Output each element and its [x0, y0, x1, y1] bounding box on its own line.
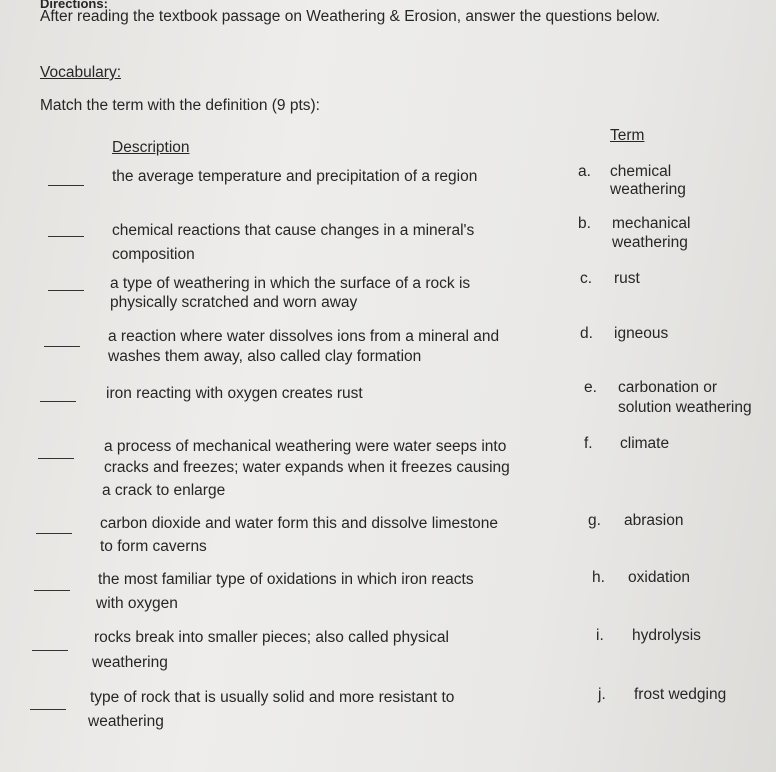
term-text: igneous [614, 325, 669, 342]
description-line: to form caverns [100, 538, 207, 555]
term-header: Term [610, 127, 645, 144]
description-line: a type of weathering in which the surface of a rock is [110, 275, 471, 292]
term-text: carbonation or [618, 379, 718, 396]
description-line: rocks break into smaller pieces; also called physical [94, 629, 449, 646]
term-letter: i. [596, 627, 604, 644]
description-line: weathering [88, 713, 164, 730]
term-letter: j. [598, 686, 606, 703]
description-line: physically scratched and worn away [110, 294, 358, 311]
term-letter: g. [588, 512, 601, 529]
term-text: mechanical [612, 215, 691, 232]
term-text: chemical [610, 163, 672, 180]
term-letter: b. [578, 215, 591, 232]
description-line: carbon dioxide and water form this and dissolve limestone [100, 515, 499, 532]
term-letter: e. [584, 379, 597, 396]
term-letter: h. [592, 569, 605, 586]
answer-blank[interactable] [48, 185, 84, 186]
answer-blank[interactable] [38, 458, 74, 459]
term-text: frost wedging [634, 686, 727, 703]
description-line: washes them away, also called clay formation [108, 348, 422, 365]
term-text: weathering [612, 234, 688, 251]
answer-blank[interactable] [48, 236, 84, 237]
answer-blank[interactable] [34, 590, 70, 591]
description-line: weathering [92, 654, 168, 671]
description-line: type of rock that is usually solid and more resistant to [90, 689, 455, 706]
term-text: oxidation [628, 569, 691, 586]
answer-blank[interactable] [44, 346, 80, 347]
vocab-heading: Vocabulary: [40, 64, 121, 81]
term-text: weathering [610, 181, 686, 198]
answer-blank[interactable] [32, 650, 68, 651]
term-letter: a. [578, 163, 591, 180]
term-letter: d. [580, 325, 593, 342]
description-line: cracks and freezes; water expands when it freezes causing [104, 459, 510, 476]
directions-label: Directions: [40, 0, 108, 11]
description-line: a process of mechanical weathering were water seeps into [104, 438, 507, 455]
description-line: a crack to enlarge [102, 482, 226, 499]
description-line: the average temperature and precipitation of a region [112, 168, 478, 185]
description-line: with oxygen [96, 595, 178, 612]
description-header: Description [112, 139, 190, 156]
description-line: chemical reactions that cause changes in a mineral's [112, 222, 475, 239]
answer-blank[interactable] [30, 709, 66, 710]
term-text: climate [620, 435, 670, 452]
instructions-text: After reading the textbook passage on Weathering & Erosion, answer the questions below. [40, 8, 661, 25]
answer-blank[interactable] [48, 290, 84, 291]
match-prompt: Match the term with the definition (9 pts): [40, 97, 320, 114]
description-line: a reaction where water dissolves ions from a mineral and [108, 328, 500, 345]
term-text: solution weathering [618, 399, 752, 416]
term-letter: c. [580, 270, 593, 287]
term-text: abrasion [624, 512, 684, 529]
term-text: hydrolysis [632, 627, 701, 644]
description-line: composition [112, 246, 195, 263]
answer-blank[interactable] [40, 401, 76, 402]
term-letter: f. [584, 435, 593, 452]
description-line: iron reacting with oxygen creates rust [106, 385, 363, 402]
term-text: rust [614, 270, 640, 287]
description-line: the most familiar type of oxidations in which iron reacts [98, 571, 474, 588]
answer-blank[interactable] [36, 533, 72, 534]
